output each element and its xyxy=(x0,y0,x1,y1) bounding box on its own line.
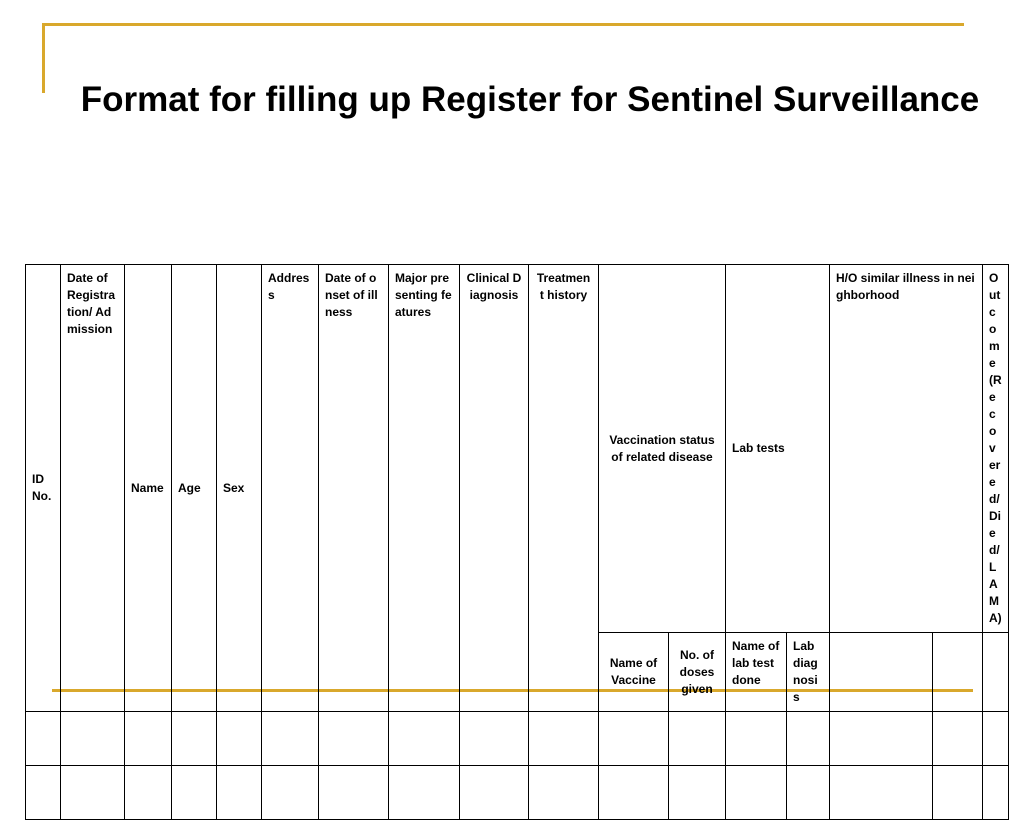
header-date-onset: Date of onset of illness xyxy=(319,265,389,712)
subheader-doses-given: No. of doses given xyxy=(669,633,726,712)
table-cell xyxy=(217,712,262,766)
table-cell xyxy=(460,712,529,766)
table-cell xyxy=(125,712,172,766)
table-cell xyxy=(389,766,460,820)
header-id-no: ID No. xyxy=(26,265,61,712)
decorative-left-line xyxy=(42,23,45,93)
table-cell xyxy=(787,766,830,820)
table-cell xyxy=(61,766,125,820)
table-cell xyxy=(529,766,599,820)
table-cell xyxy=(726,712,787,766)
header-name: Name xyxy=(125,265,172,712)
header-vaccination-status: Vaccination status of related disease xyxy=(599,265,726,633)
table-cell xyxy=(669,766,726,820)
decorative-top-line xyxy=(42,23,964,26)
table-cell xyxy=(830,766,933,820)
table-cell xyxy=(26,766,61,820)
table-row xyxy=(26,766,1009,820)
header-outcome: Outcome (Recovered/Died/ LAMA) xyxy=(983,265,1009,633)
table-cell xyxy=(389,712,460,766)
header-age: Age xyxy=(172,265,217,712)
table-cell xyxy=(599,766,669,820)
table-cell xyxy=(599,712,669,766)
header-lab-tests: Lab tests xyxy=(726,265,830,633)
table-cell xyxy=(460,766,529,820)
subheader-empty-cell xyxy=(983,633,1009,712)
subheader-lab-diagnosis: Lab diagnosis xyxy=(787,633,830,712)
header-row xyxy=(26,265,1009,633)
table-cell xyxy=(529,712,599,766)
table-cell xyxy=(125,766,172,820)
register-table xyxy=(25,264,1009,820)
header-treatment-history: Treatment history xyxy=(529,265,599,712)
subheader-vaccine-name: Name of Vaccine xyxy=(599,633,669,712)
header-major-features: Major presenting features xyxy=(389,265,460,712)
header-sex: Sex xyxy=(217,265,262,712)
table-cell xyxy=(983,766,1009,820)
header-ho-similar-illness: H/O similar illness in neighborhood xyxy=(830,265,983,633)
table-cell xyxy=(262,712,319,766)
table-cell xyxy=(669,712,726,766)
table-cell xyxy=(933,712,983,766)
slide-title: Format for filling up Register for Sentinel Surveillance xyxy=(80,80,980,119)
table-cell xyxy=(787,712,830,766)
header-clinical-diagnosis: Clinical Diagnosis xyxy=(460,265,529,712)
table-cell xyxy=(319,766,389,820)
table-cell xyxy=(172,712,217,766)
table-row xyxy=(26,712,1009,766)
subheader-empty-cell xyxy=(933,633,983,712)
subheader-empty-cell xyxy=(830,633,933,712)
header-address: Address xyxy=(262,265,319,712)
header-date-registration: Date of Registration/ Admission xyxy=(61,265,125,712)
table-cell xyxy=(830,712,933,766)
table-cell xyxy=(319,712,389,766)
table-cell xyxy=(26,712,61,766)
table-cell xyxy=(933,766,983,820)
table-cell xyxy=(726,766,787,820)
table-cell xyxy=(262,766,319,820)
table-cell xyxy=(61,712,125,766)
table-cell xyxy=(172,766,217,820)
subheader-lab-test-name: Name of lab test done xyxy=(726,633,787,712)
table-cell xyxy=(217,766,262,820)
table-cell xyxy=(983,712,1009,766)
